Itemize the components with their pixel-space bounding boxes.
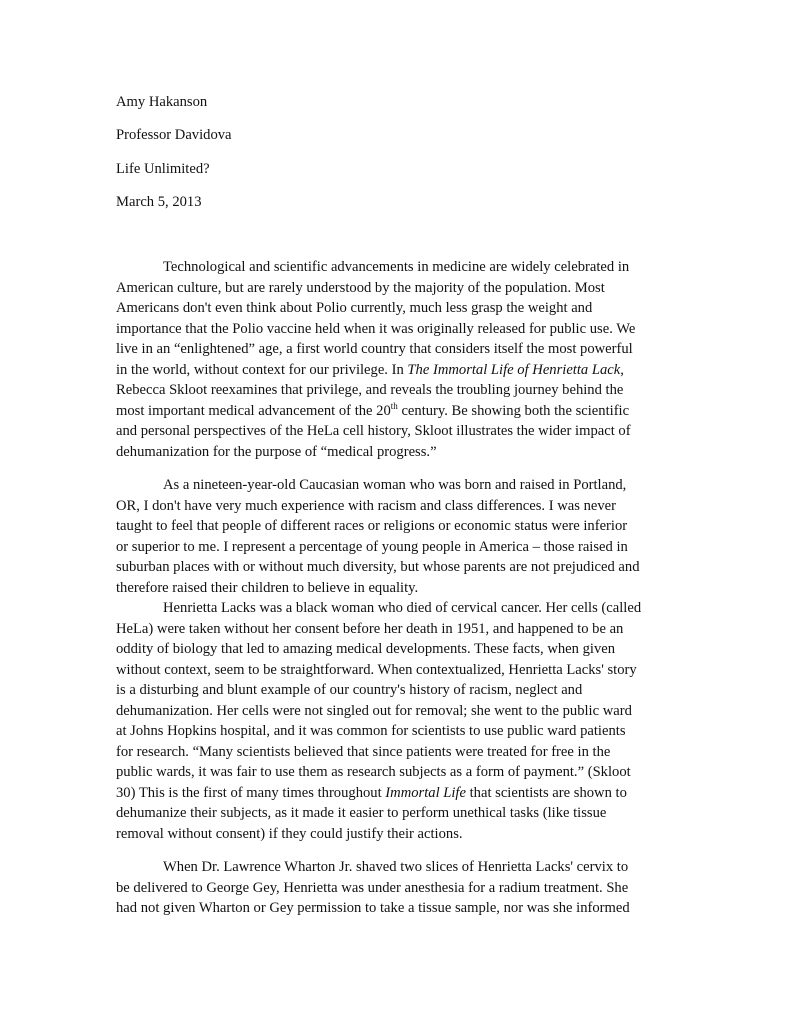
text-run: ,	[620, 361, 624, 378]
text-run: most important medical advancement of the 20	[116, 402, 391, 419]
text-line: is a disturbing and blunt example of our country's history of racism, neglect and	[116, 682, 583, 698]
text-run: century. Be showing both the scientific	[397, 402, 630, 419]
book-title: The Immortal Life of Henrietta Lack	[407, 361, 621, 378]
text-line	[116, 785, 627, 801]
text-line: removal without consent) if they could justify their actions.	[116, 825, 463, 842]
text-line	[116, 400, 630, 420]
text-line: be delivered to George Gey, Henrietta was under anesthesia for a radium treatment. She	[116, 879, 629, 896]
text-line: dehumanization. Her cells were not singled out for removal; she went to the public ward	[116, 702, 632, 719]
text-line: oddity of biology that led to amazing medical developments. These facts, when given	[116, 641, 616, 657]
text-line: When Dr. Lawrence Wharton Jr. shaved two slices of Henrietta Lacks' cervix to	[163, 859, 629, 875]
text-line: HeLa) were taken without her consent before her death in 1951, and happened to be an	[116, 620, 624, 637]
essay-date: March 5, 2013	[116, 193, 202, 210]
superscript: th	[390, 400, 398, 411]
book-title: Immortal Life	[385, 784, 466, 801]
text-line: public wards, it was fair to use them as research subjects as a form of payment.” (Skloot	[116, 764, 631, 780]
text-line: and personal perspectives of the HeLa cell history, Skloot illustrates the wider impact of	[116, 423, 631, 439]
text-line: or superior to me. I represent a percentage of young people in America – those raised in	[116, 538, 628, 555]
text-line: importance that the Polio vaccine held when it was originally released for public use. We	[116, 320, 636, 337]
text-line: without context, seem to be straightforward. When contextualized, Henrietta Lacks' story	[116, 661, 637, 678]
text-run: that scientists are shown to	[465, 784, 627, 801]
course-title: Life Unlimited?	[116, 160, 210, 177]
essay-header	[116, 94, 232, 227]
text-line: Rebecca Skloot reexamines that privilege, and reveals the troubling journey behind the	[116, 382, 624, 398]
text-line: dehumanization for the purpose of “medical progress.”	[116, 443, 437, 460]
text-line: suburban places with or without much diversity, but whose parents are not prejudiced and	[116, 559, 640, 575]
text-line: dehumanize their subjects, as it made it easier to perform unethical tasks (like tissue	[116, 805, 607, 821]
text-line: therefore raised their children to believe in equality.	[116, 579, 419, 596]
text-line: at Johns Hopkins hospital, and it was common for scientists to use public ward patients	[116, 723, 626, 739]
text-run: 30) This is the first of many times throughout	[116, 784, 386, 801]
text-line: taught to feel that people of different races or religions or economic status were inferior	[116, 518, 628, 534]
text-line: for research. “Many scientists believed that since patients were treated for free in the	[116, 743, 611, 760]
author-name: Amy Hakanson	[116, 94, 208, 110]
text-line: American culture, but are rarely understood by the majority of the population. Most	[116, 279, 605, 296]
text-line: As a nineteen-year-old Caucasian woman who was born and raised in Portland,	[163, 477, 627, 493]
text-run: in the world, without context for our privilege. In	[116, 361, 404, 378]
text-line: live in an “enlightened” age, a first world country that considers itself the most powerful	[116, 341, 633, 357]
text-line: Americans don't even think about Polio currently, much less grasp the weight and	[116, 300, 593, 316]
text-line	[116, 362, 624, 378]
text-line: Henrietta Lacks was a black woman who died of cervical cancer. Her cells (called	[163, 600, 642, 616]
text-line: Technological and scientific advancements in medicine are widely celebrated in	[163, 259, 630, 275]
text-line: OR, I don't have very much experience with racism and class differences. I was never	[116, 497, 616, 514]
professor-name: Professor Davidova	[116, 127, 232, 144]
text-line: had not given Wharton or Gey permission to take a tissue sample, nor was she informed	[116, 900, 630, 916]
